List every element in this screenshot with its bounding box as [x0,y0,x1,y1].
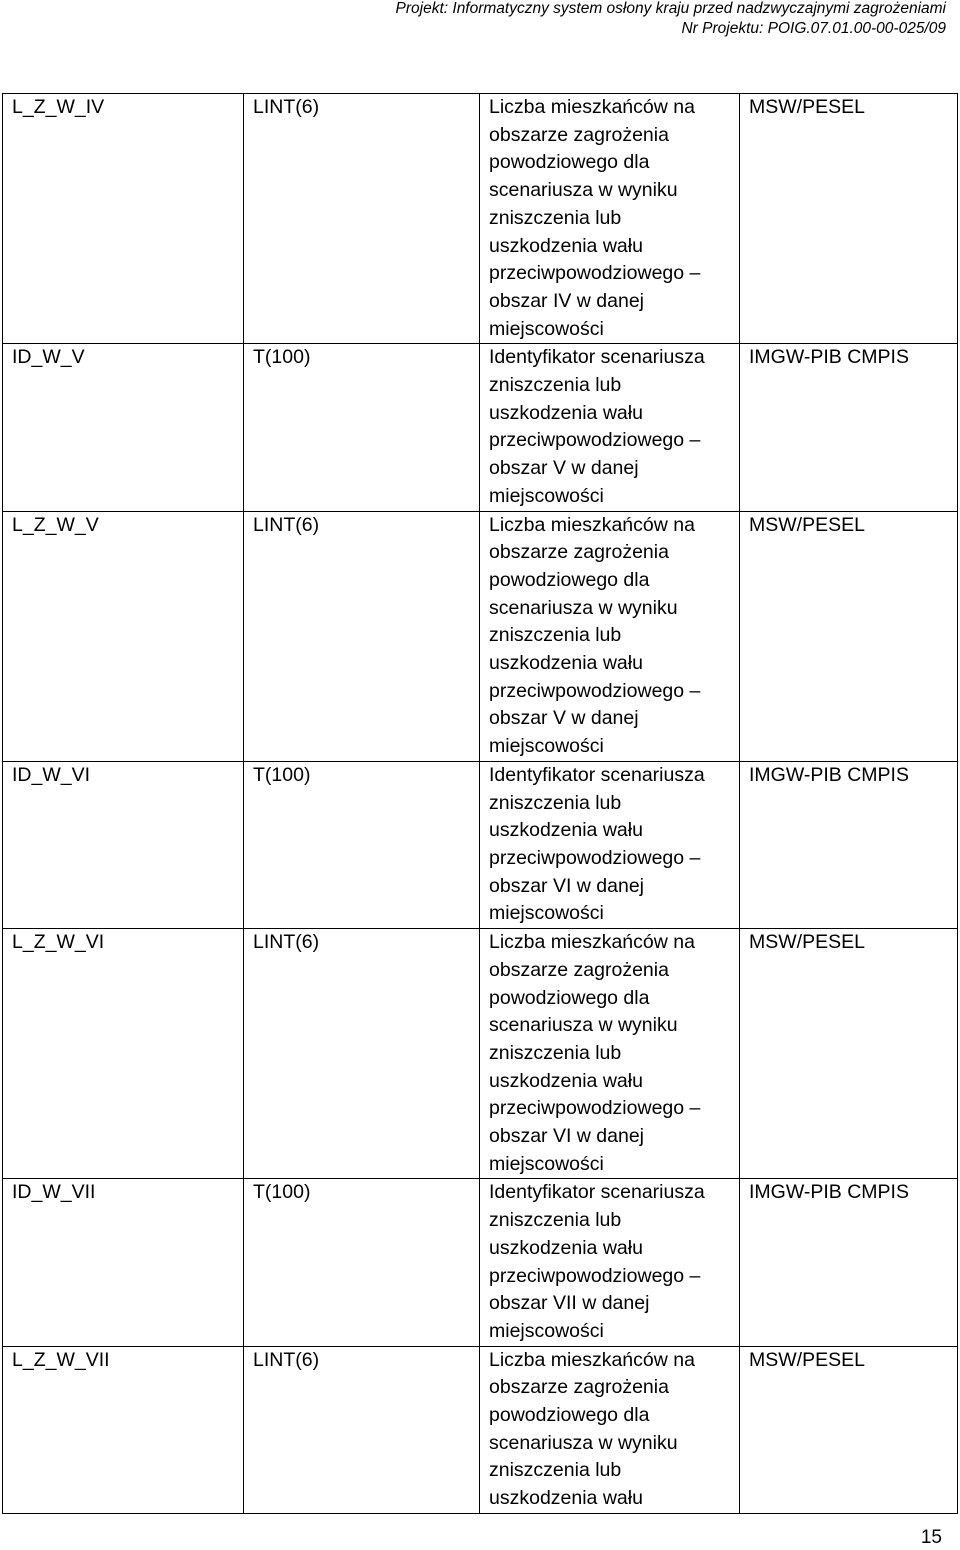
field-description-cell [480,1179,740,1346]
description-line: powodziowego dla [489,151,650,174]
description-line: Identyfikator scenariusza [489,763,705,786]
description-line: zniszczenia lub [489,374,622,397]
field-source-cell: MSW/PESEL [740,929,958,1179]
description-line: obszar VI w danej [489,874,645,897]
description-line: scenariusza w wyniku [489,1014,678,1037]
field-name-cell: L_Z_W_VII [3,1346,244,1513]
description-line: przeciwpowodziowego – [489,262,701,285]
page-number: 15 [920,1527,942,1548]
description-line: obszarze zagrożenia [489,958,669,981]
description-line: uszkodzenia wału [489,1069,643,1092]
field-source-cell: IMGW-PIB CMPIS [740,344,958,511]
field-source-cell: IMGW-PIB CMPIS [740,1179,958,1346]
description-line: przeciwpowodziowego – [489,429,701,452]
field-description-cell [480,94,740,344]
description-line: obszarze zagrożenia [489,1376,669,1399]
description-line: obszar VII w danej [489,1292,650,1315]
data-field-table [2,93,958,1514]
description-line: przeciwpowodziowego – [489,846,701,869]
description-line: miejscowości [489,1319,604,1342]
field-source-cell: MSW/PESEL [740,1346,958,1513]
description-line: scenariusza w wyniku [489,179,678,202]
field-name-cell: ID_W_V [3,344,244,511]
field-description-cell [480,344,740,511]
table-row [3,929,958,1179]
description-line: uszkodzenia wału [489,1236,643,1259]
page-header [396,0,946,39]
table-body [3,94,958,1514]
field-type-cell: T(100) [244,761,480,928]
description-line: scenariusza w wyniku [489,1431,678,1454]
description-line: zniszczenia lub [489,1041,622,1064]
description-line: uszkodzenia wału [489,819,643,842]
description-line: uszkodzenia wału [489,234,643,257]
table-row [3,511,958,761]
description-line: Identyfikator scenariusza [489,1181,705,1204]
table-row [3,1179,958,1346]
description-line: zniszczenia lub [489,1209,622,1232]
field-description-cell [480,929,740,1179]
field-type-cell: LINT(6) [244,94,480,344]
field-source-cell: MSW/PESEL [740,511,958,761]
description-line: zniszczenia lub [489,1459,622,1482]
description-line: miejscowości [489,1152,604,1175]
field-type-cell: LINT(6) [244,1346,480,1513]
field-type-cell: LINT(6) [244,929,480,1179]
description-line: przeciwpowodziowego – [489,679,701,702]
field-source-cell: IMGW-PIB CMPIS [740,761,958,928]
description-line: zniszczenia lub [489,206,622,229]
project-title: Projekt: Informatyczny system osłony kraju przed nadzwyczajnymi zagrożeniami [395,0,946,17]
description-line: obszar V w danej [489,457,639,480]
description-line: uszkodzenia wału [489,1487,643,1510]
description-line: Liczba mieszkańców na [489,1348,695,1371]
description-line: obszarze zagrożenia [489,541,669,564]
field-name-cell: L_Z_W_VI [3,929,244,1179]
description-line: obszarze zagrożenia [489,123,669,146]
table-row [3,344,958,511]
description-line: Liczba mieszkańców na [489,931,695,954]
field-description-cell [480,1346,740,1513]
description-line: miejscowości [489,735,604,758]
field-name-cell: L_Z_W_V [3,511,244,761]
field-description-cell [480,761,740,928]
field-type-cell: LINT(6) [244,511,480,761]
project-number: Nr Projektu: POIG.07.01.00-00-025/09 [681,20,946,37]
description-line: przeciwpowodziowego – [489,1264,701,1287]
description-line: Identyfikator scenariusza [489,346,705,369]
description-line: powodziowego dla [489,986,650,1009]
description-line: miejscowości [489,902,604,925]
description-line: obszar V w danej [489,707,639,730]
description-line: przeciwpowodziowego – [489,1097,701,1120]
field-type-cell: T(100) [244,1179,480,1346]
description-line: zniszczenia lub [489,624,622,647]
field-name-cell: L_Z_W_IV [3,94,244,344]
field-name-cell: ID_W_VII [3,1179,244,1346]
description-line: uszkodzenia wału [489,652,643,675]
field-type-cell: T(100) [244,344,480,511]
description-line: miejscowości [489,317,604,340]
field-name-cell: ID_W_VI [3,761,244,928]
description-line: scenariusza w wyniku [489,596,678,619]
table-row [3,761,958,928]
table-row [3,94,958,344]
field-source-cell: MSW/PESEL [740,94,958,344]
description-line: miejscowości [489,484,604,507]
description-line: zniszczenia lub [489,791,622,814]
description-line: powodziowego dla [489,1404,650,1427]
description-line: obszar IV w danej [489,289,645,312]
table-row [3,1346,958,1513]
description-line: powodziowego dla [489,568,650,591]
description-line: Liczba mieszkańców na [489,513,695,536]
description-line: obszar VI w danej [489,1125,645,1148]
field-description-cell [480,511,740,761]
description-line: Liczba mieszkańców na [489,96,695,118]
description-line: uszkodzenia wału [489,401,643,424]
